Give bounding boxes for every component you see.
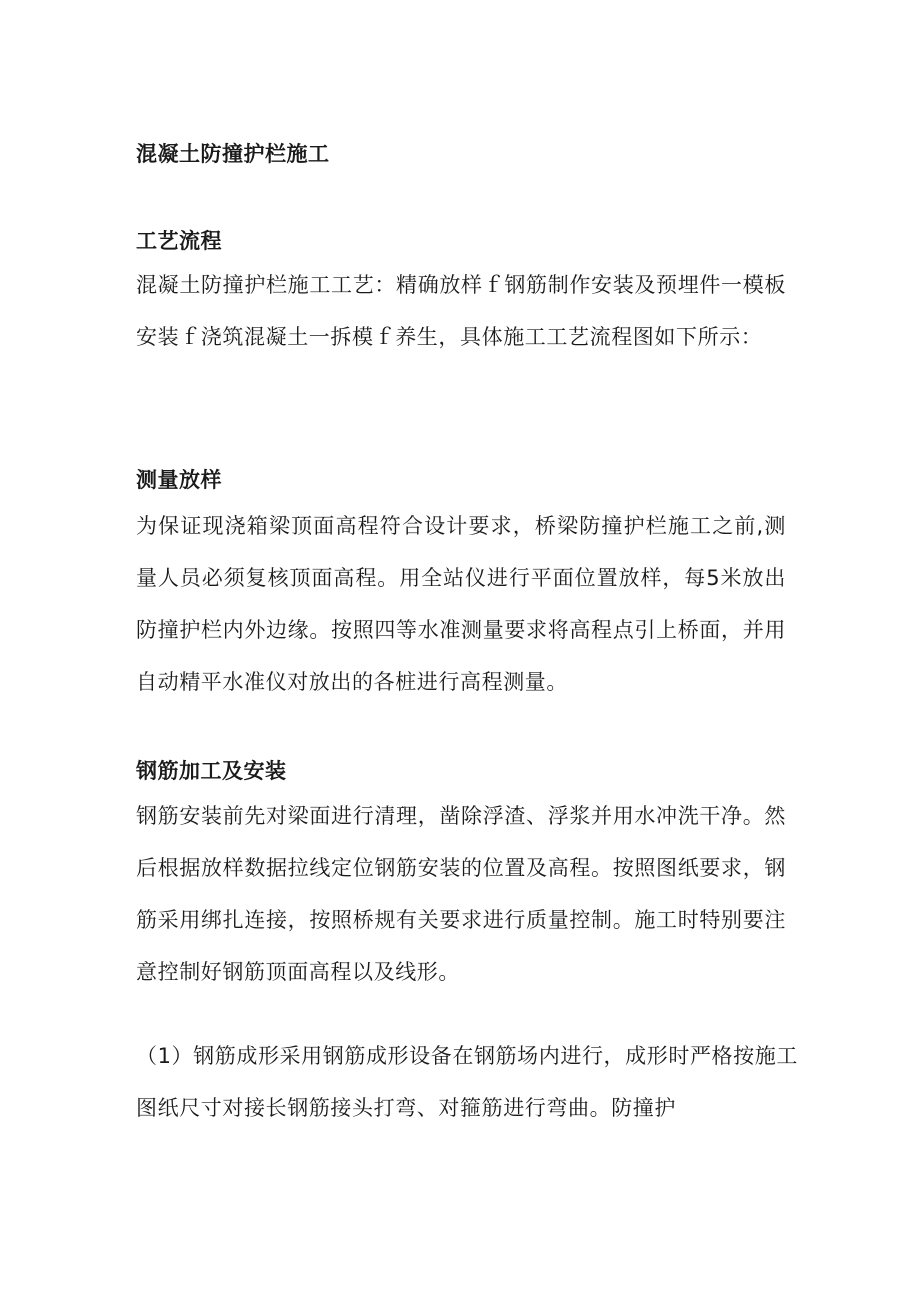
paragraph-line: 筋采用绑扎连接，按照桥规有关要求进行质量控制。施工时特别要注 xyxy=(136,908,786,932)
paragraph-line: 安装ｆ浇筑混凝土一拆模ｆ养生，具体施工工艺流程图如下所示： xyxy=(136,325,763,349)
paragraph-line: 混凝土防撞护栏施工工艺：精确放样ｆ钢筋制作安装及预埋件一模板 xyxy=(136,273,786,297)
paragraph-line: 量人员必须复核顶面高程。用全站仪进行平面位置放样，每5米放出 xyxy=(136,566,786,590)
paragraph-line: 意控制好钢筋顶面高程以及线形。 xyxy=(136,960,460,984)
paragraph-line: （1）钢筋成形采用钢筋成形设备在钢筋场内进行，成形时严格按施工 xyxy=(136,1044,798,1068)
section-heading-rebar: 钢筋加工及安装 xyxy=(136,759,287,783)
paragraph-line: 后根据放样数据拉线定位钢筋安装的位置及高程。按照图纸要求，钢 xyxy=(136,856,786,880)
section-heading-survey-layout: 测量放样 xyxy=(136,468,222,492)
paragraph-line: 图纸尺寸对接长钢筋接头打弯、对箍筋进行弯曲。防撞护 xyxy=(136,1096,676,1120)
paragraph-line: 防撞护栏内外边缘。按照四等水准测量要求将高程点引上桥面，并用 xyxy=(136,618,786,642)
section-paragraph-process-flow xyxy=(136,259,786,363)
paragraph-line: 钢筋安装前先对梁面进行清理，凿除浮渣、浮浆并用水冲洗干净。然 xyxy=(136,804,786,828)
paragraph-line: 为保证现浇箱梁顶面高程符合设计要求，桥梁防撞护栏施工之前,测 xyxy=(136,514,786,538)
section-paragraph-rebar-forming xyxy=(136,1030,798,1134)
paragraph-line: 自动精平水准仪对放出的各桩进行高程测量。 xyxy=(136,670,568,694)
section-paragraph-survey-layout xyxy=(136,500,786,708)
section-heading-process-flow: 工艺流程 xyxy=(136,229,222,253)
section-paragraph-rebar xyxy=(136,790,786,998)
document-title: 混凝土防撞护栏施工 xyxy=(136,142,330,166)
